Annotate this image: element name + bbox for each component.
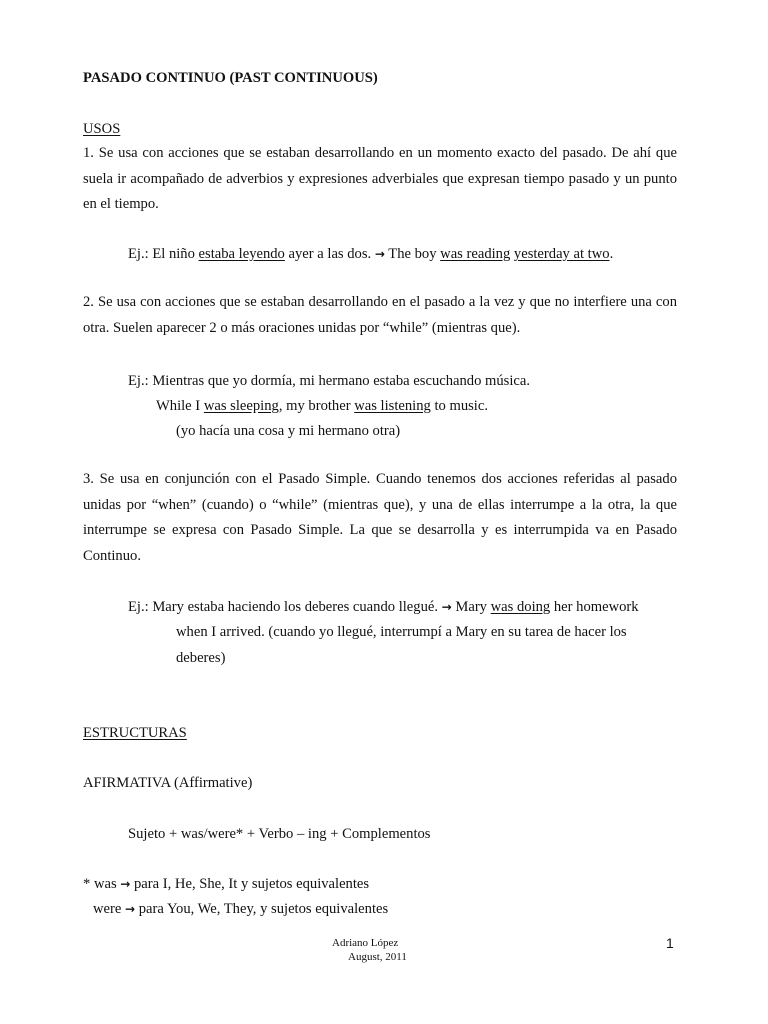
uso-2-example-line-3: (yo hacía una cosa y mi hermano otra) (176, 423, 401, 439)
footer-author: Adriano López (332, 937, 399, 949)
example-underlined: estaba leyendo (198, 246, 285, 262)
afirmativa-formula: Sujeto + was/were* + Verbo – ing + Complementos (128, 826, 431, 842)
example-text: her homework (550, 599, 639, 615)
uso-2-example-line-2 (156, 397, 488, 415)
example-underlined: was listening (354, 398, 431, 414)
arrow-right-icon: → (441, 600, 452, 614)
uso-3-example-line-1 (128, 598, 639, 616)
example-underlined: yesterday at two (513, 246, 610, 262)
page-number: 1 (666, 935, 674, 951)
uso-3-paragraph: 3. Se usa en conjunción con el Pasado Simple. Cuando tenemos dos acciones referidas al pasado unidas por “when” (cuando) o “while” (mientras que), y una de ellas interrumpe a la otra, la que interrumpe se expresa con Pasado Simple. La que se desarrolla y es interrumpida va en Pasado Continuo. (83, 471, 677, 564)
uso-1-example (128, 245, 613, 263)
estructuras-heading: ESTRUCTURAS (83, 725, 187, 741)
note-text: * was (83, 876, 121, 892)
note-was (83, 875, 369, 893)
note-were (93, 900, 388, 918)
example-text: . (609, 246, 614, 262)
note-text: para You, We, They, y sujetos equivalentes (135, 901, 389, 917)
example-underlined: was doing (490, 599, 551, 615)
example-text: Mary (451, 599, 491, 615)
arrow-right-icon: → (120, 877, 131, 891)
example-text: The boy (384, 246, 441, 262)
note-text: were (93, 901, 126, 917)
afirmativa-heading: AFIRMATIVA (Affirmative) (83, 775, 253, 791)
uso-1-paragraph: 1. Se usa con acciones que se estaban desarrollando en un momento exacto del pasado. De ahí que suela ir acompañado de adverbios y expresiones adverbiales que expresan tiempo pasado y un punto en el tiempo. (83, 145, 677, 212)
uso-2-example-line-1: Ej.: Mientras que yo dormía, mi hermano estaba escuchando música. (128, 373, 531, 389)
example-underlined: was sleeping (203, 398, 279, 414)
example-underlined: was reading (440, 246, 511, 262)
example-text: ayer a las dos. (284, 246, 375, 262)
footer-date: August, 2011 (348, 951, 407, 963)
uso-3-example-line-2: when I arrived. (cuando yo llegué, interrumpí a Mary en su tarea de hacer los (176, 624, 627, 640)
arrow-right-icon: → (374, 247, 385, 261)
note-text: para I, He, She, It y sujetos equivalentes (130, 876, 370, 892)
example-text: Ej.: Mary estaba haciendo los deberes cuando llegué. (128, 599, 442, 615)
example-text: Ej.: El niño (128, 246, 199, 262)
usos-heading: USOS (83, 121, 121, 137)
example-text: , my brother (278, 398, 355, 414)
example-text: While I (156, 398, 204, 414)
uso-2-paragraph: 2. Se usa con acciones que se estaban desarrollando en el pasado a la vez y que no interfiere una con otra. Suelen aparecer 2 o más oraciones unidas por “while” (mientras que). (83, 294, 677, 336)
document-title: PASADO CONTINUO (PAST CONTINUOUS) (83, 70, 378, 86)
uso-3-example-line-3: deberes) (176, 650, 226, 666)
arrow-right-icon: → (125, 902, 136, 916)
example-text: to music. (430, 398, 488, 414)
